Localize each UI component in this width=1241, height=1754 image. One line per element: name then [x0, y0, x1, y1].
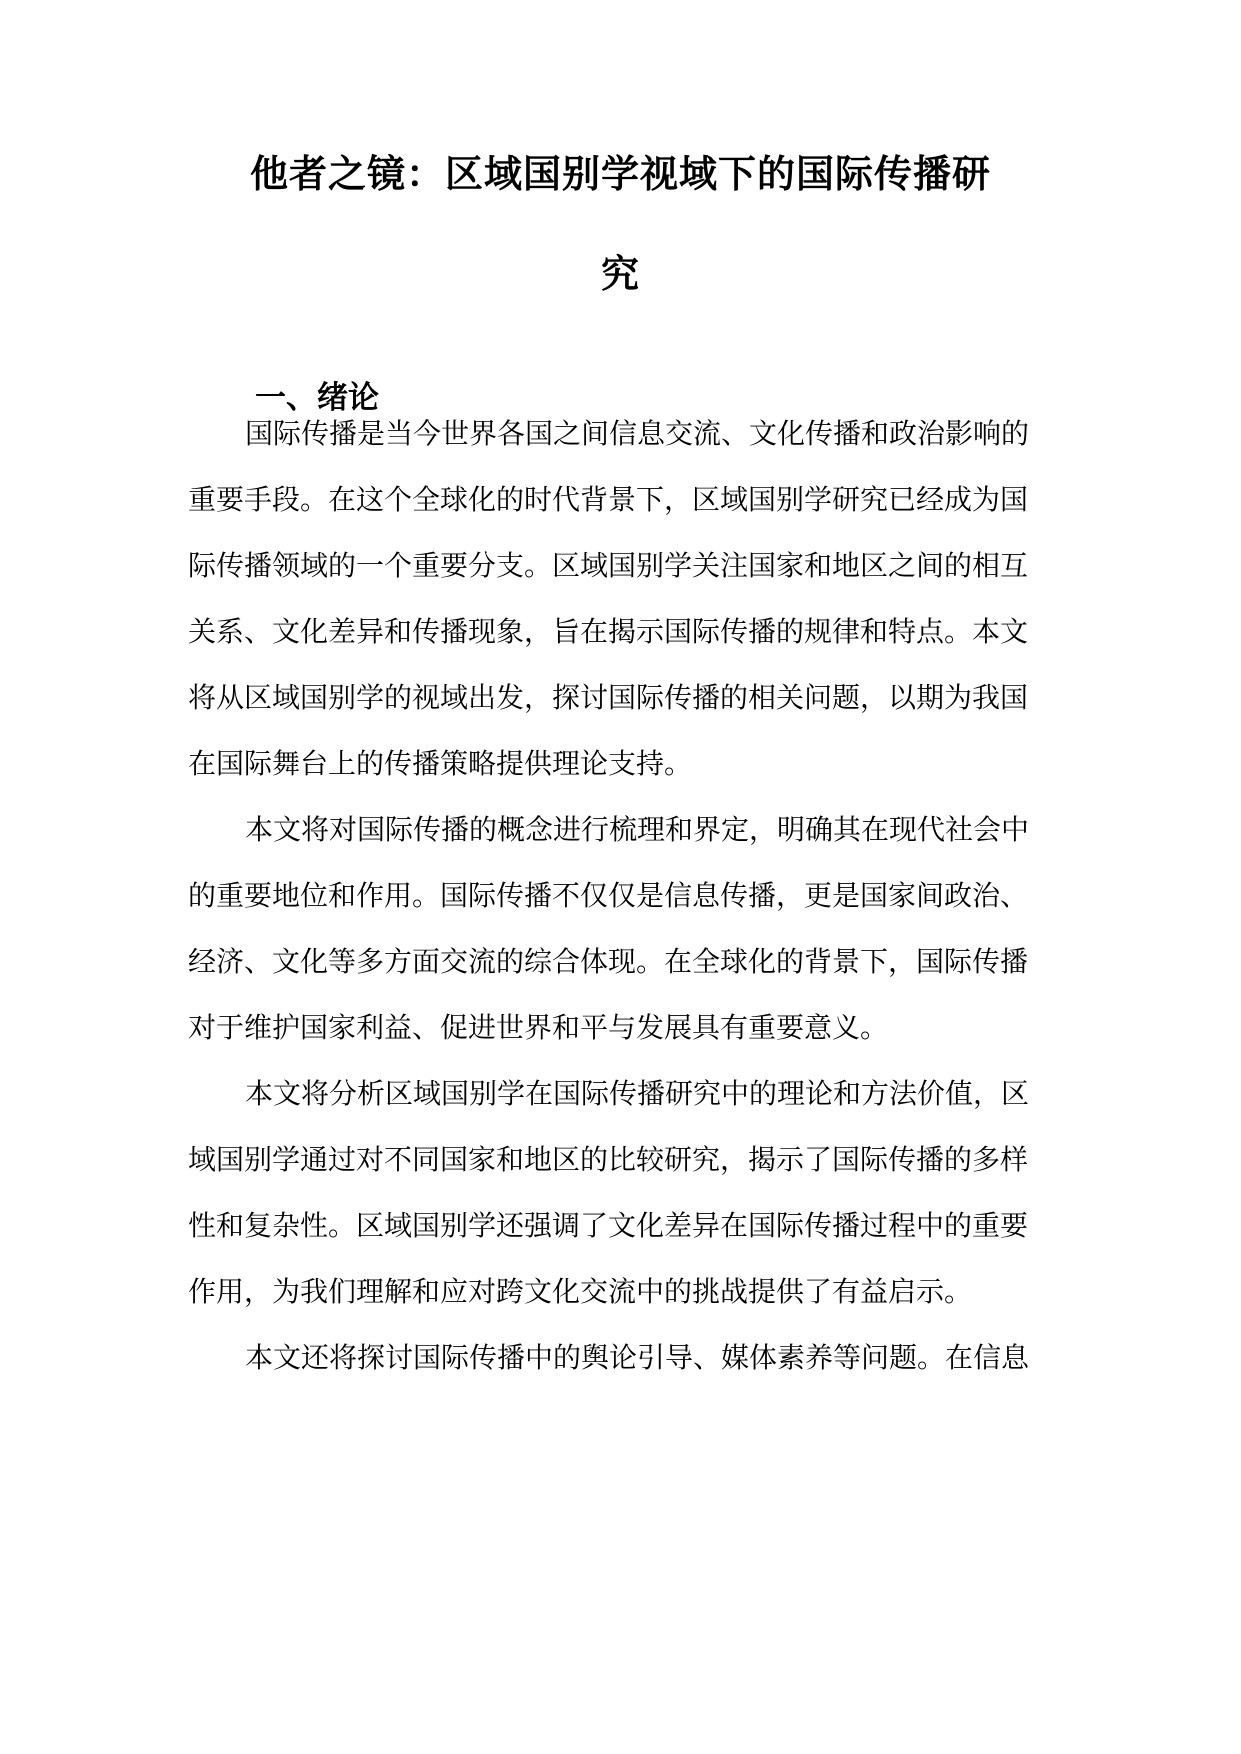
section-heading: 一、绪论	[255, 380, 379, 416]
paragraph-line: 将从区域国别学的视域出发，探讨国际传播的相关问题，以期为我国	[188, 681, 1029, 714]
paragraph-line: 关系、文化差异和传播现象，旨在揭示国际传播的规律和特点。本文	[188, 615, 1029, 648]
paragraph-line: 重要手段。在这个全球化的时代背景下，区域国别学研究已经成为国	[188, 483, 1029, 516]
paragraph-line: 本文将对国际传播的概念进行梳理和界定，明确其在现代社会中	[245, 813, 1030, 846]
paragraph-line: 对于维护国家利益、促进世界和平与发展具有重要意义。	[188, 1011, 889, 1044]
paragraph-line: 际传播领域的一个重要分支。区域国别学关注国家和地区之间的相互	[188, 549, 1029, 582]
paragraph-line: 在国际舞台上的传播策略提供理论支持。	[188, 747, 693, 780]
document-title-line-2: 究	[600, 252, 640, 296]
paragraph-line: 作用，为我们理解和应对跨文化交流中的挑战提供了有益启示。	[188, 1275, 973, 1308]
paragraph-line: 本文还将探讨国际传播中的舆论引导、媒体素养等问题。在信息	[245, 1341, 1030, 1374]
paragraph-line: 域国别学通过对不同国家和地区的比较研究，揭示了国际传播的多样	[188, 1143, 1029, 1176]
paragraph-line: 国际传播是当今世界各国之间信息交流、文化传播和政治影响的	[245, 417, 1030, 450]
paragraph-line: 的重要地位和作用。国际传播不仅仅是信息传播，更是国家间政治、	[188, 879, 1029, 912]
document-title-line-1: 他者之镜：区域国别学视域下的国际传播研	[249, 152, 991, 196]
paragraph-line: 性和复杂性。区域国别学还强调了文化差异在国际传播过程中的重要	[188, 1209, 1029, 1242]
paragraph-line: 本文将分析区域国别学在国际传播研究中的理论和方法价值，区	[245, 1077, 1030, 1110]
paragraph-line: 经济、文化等多方面交流的综合体现。在全球化的背景下，国际传播	[188, 945, 1029, 978]
